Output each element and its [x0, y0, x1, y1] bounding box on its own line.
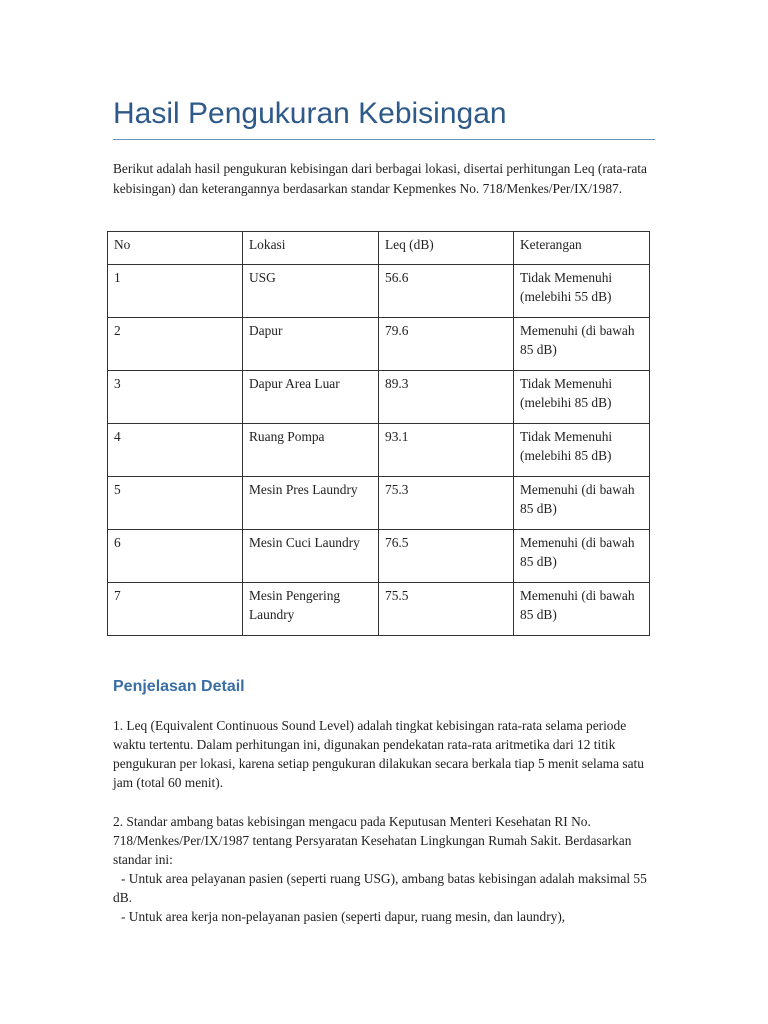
cell-keterangan: Memenuhi (di bawah 85 dB) — [514, 530, 650, 583]
cell-keterangan: Memenuhi (di bawah 85 dB) — [514, 477, 650, 530]
cell-lokasi: Mesin Cuci Laundry — [243, 530, 379, 583]
cell-leq: 56.6 — [379, 265, 514, 318]
cell-leq: 76.5 — [379, 530, 514, 583]
detail-bullet-1: - Untuk area pelayanan pasien (seperti ruang USG), ambang batas kebisingan adalah maksimal 55 dB. — [113, 871, 647, 905]
cell-keterangan: Memenuhi (di bawah 85 dB) — [514, 318, 650, 371]
header-keterangan: Keterangan — [514, 232, 650, 265]
table-row — [108, 530, 650, 583]
cell-lokasi: Ruang Pompa — [243, 424, 379, 477]
document-title: Hasil Pengukuran Kebisingan — [113, 97, 507, 130]
cell-keterangan: Tidak Memenuhi (melebihi 85 dB) — [514, 424, 650, 477]
table-row — [108, 424, 650, 477]
cell-leq: 75.5 — [379, 583, 514, 636]
table-header-row — [108, 232, 650, 265]
cell-no: 4 — [108, 424, 243, 477]
cell-no: 2 — [108, 318, 243, 371]
detail-bullet-2: - Untuk area kerja non-pelayanan pasien (seperti dapur, ruang mesin, dan laundry), — [121, 909, 566, 924]
detail-paragraph-2: 2. Standar ambang batas kebisingan mengacu pada Keputusan Menteri Kesehatan RI No. 718/Menkes/Per/IX/1987 tentang Persyaratan Kesehatan Lingkungan Rumah Sakit. Berdasarkan standar ini: — [113, 814, 632, 867]
cell-no: 5 — [108, 477, 243, 530]
table-row — [108, 371, 650, 424]
cell-keterangan: Tidak Memenuhi (melebihi 55 dB) — [514, 265, 650, 318]
cell-keterangan: Memenuhi (di bawah 85 dB) — [514, 583, 650, 636]
section-heading: Penjelasan Detail — [113, 678, 245, 695]
table-row — [108, 265, 650, 318]
intro-paragraph: Berikut adalah hasil pengukuran kebisingan dari berbagai lokasi, disertai perhitungan Leq (rata-rata kebisingan) dan keterangannya berdasarkan standar Kepmenkes No. 718/Menkes/Per/IX/1987. — [113, 161, 647, 196]
header-no: No — [108, 232, 243, 265]
table-row — [108, 583, 650, 636]
detail-paragraph-1: 1. Leq (Equivalent Continuous Sound Level) adalah tingkat kebisingan rata-rata selama periode waktu tertentu. Dalam perhitungan ini, digunakan pendekatan rata-rata aritmetika dari 12 titik pengukuran per lokasi, karena setiap pengukuran dilakukan secara berkala tiap 5 menit selama satu jam (total 60 menit). — [113, 718, 644, 790]
cell-no: 6 — [108, 530, 243, 583]
cell-leq: 79.6 — [379, 318, 514, 371]
table-row — [108, 318, 650, 371]
cell-leq: 93.1 — [379, 424, 514, 477]
table-row — [108, 477, 650, 530]
cell-leq: 75.3 — [379, 477, 514, 530]
cell-leq: 89.3 — [379, 371, 514, 424]
cell-lokasi: Mesin Pengering Laundry — [243, 583, 379, 636]
cell-no: 1 — [108, 265, 243, 318]
header-lokasi: Lokasi — [243, 232, 379, 265]
cell-lokasi: USG — [243, 265, 379, 318]
noise-measurement-table — [107, 231, 650, 636]
cell-lokasi: Dapur Area Luar — [243, 371, 379, 424]
title-underline — [113, 139, 655, 140]
header-leq: Leq (dB) — [379, 232, 514, 265]
cell-no: 7 — [108, 583, 243, 636]
cell-lokasi: Mesin Pres Laundry — [243, 477, 379, 530]
cell-keterangan: Tidak Memenuhi (melebihi 85 dB) — [514, 371, 650, 424]
cell-no: 3 — [108, 371, 243, 424]
cell-lokasi: Dapur — [243, 318, 379, 371]
